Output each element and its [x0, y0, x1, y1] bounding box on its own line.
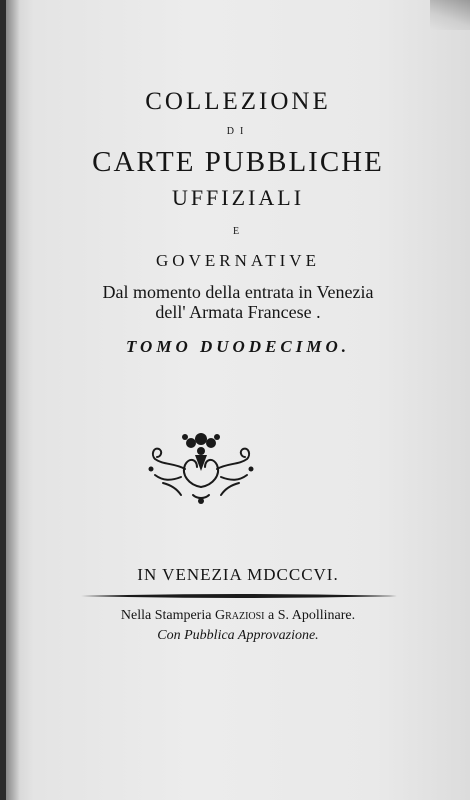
subtitle-line-1: Dal momento della entrata in Venezia [102, 282, 374, 302]
title-page [6, 0, 470, 800]
floral-vignette-icon [141, 425, 261, 505]
spine-shadow [6, 0, 20, 800]
title-line-carte-pubbliche: CARTE PUBBLICHE [92, 146, 384, 178]
decorative-rule [81, 593, 397, 599]
approval-line: Con Pubblica Approvazione. [157, 628, 319, 643]
page-corner [430, 0, 470, 30]
printer-name: Graziosi [214, 608, 265, 623]
volume-label: TOMO DUODECIMO. [125, 337, 351, 356]
title-line-governative: GOVERNATIVE [156, 251, 320, 270]
imprint-place: IN VENEZIA MDCCCVI. [137, 565, 339, 584]
printer-line [6, 608, 470, 624]
title-line-e: E [232, 226, 244, 237]
title-line-di: DI [226, 126, 250, 137]
title-line-uffiziali: UFFIZIALI [171, 185, 305, 210]
printer-suffix: a S. Apollinare. [264, 608, 356, 623]
subtitle-line-2: dell' Armata Francese . [155, 302, 321, 322]
printer-prefix: Nella Stamperia [120, 608, 215, 623]
title-line-collezione: COLLEZIONE [145, 88, 331, 115]
